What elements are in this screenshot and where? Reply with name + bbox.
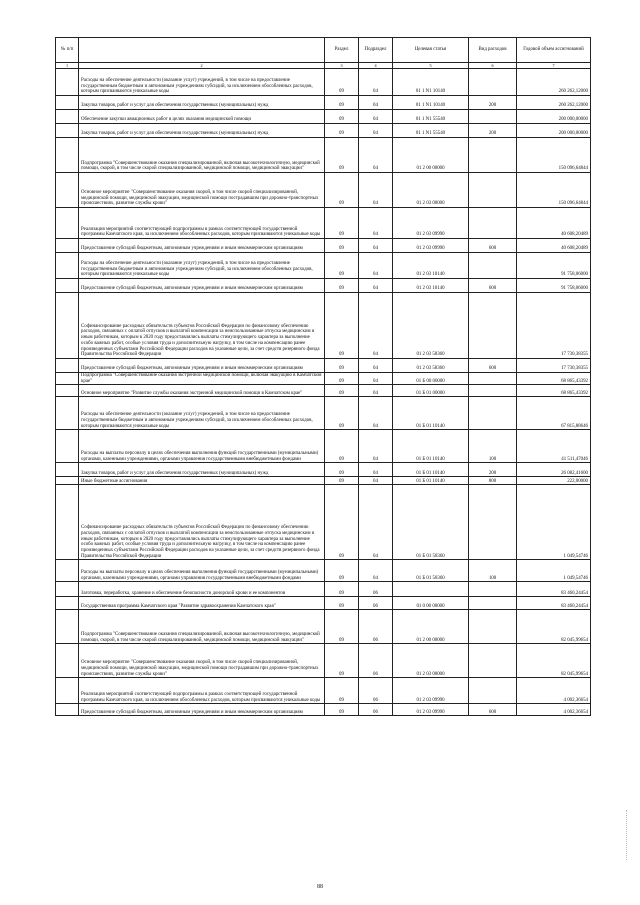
cell-amount: 17 730,38355 [517, 293, 591, 359]
column-index: 6 [469, 63, 517, 69]
cell-razdel: 09 [325, 430, 359, 463]
cell-num [56, 373, 79, 385]
cell-num [56, 359, 79, 373]
table-row [56, 279, 591, 293]
cell-num [56, 704, 79, 716]
table-row [56, 485, 591, 560]
cell-description: Предоставление субсидий бюджетным, автономным учреждениям и иным некоммерческим организациям [79, 279, 325, 293]
cell-podrazdel: 06 [359, 597, 393, 610]
cell-amount: 91 758,06000 [517, 279, 591, 293]
cell-podrazdel: 04 [359, 96, 393, 110]
header-row [56, 38, 591, 63]
cell-razdel: 09 [325, 359, 359, 373]
table-row [56, 385, 591, 397]
cell-amount: 200 000,00000 [517, 110, 591, 124]
cell-expense-type: 600 [469, 359, 517, 373]
cell-podrazdel: 04 [359, 397, 393, 430]
cell-amount: 26 082,41600 [517, 463, 591, 477]
table-row [56, 208, 591, 239]
cell-razdel: 09 [325, 597, 359, 610]
cell-target-article: 01 2 03 09990 [393, 239, 469, 253]
cell-expense-type [469, 644, 517, 678]
table-row [56, 610, 591, 644]
cell-razdel: 09 [325, 560, 359, 582]
cell-description: Закупка товаров, работ и услуг для обеспечения государственных (муниципальных) нужд [79, 463, 325, 477]
cell-description: Обеспечение закупки авиационных работ в целях оказания медицинской помощи [79, 110, 325, 124]
header-desc [79, 38, 325, 63]
column-index: 4 [359, 63, 393, 69]
cell-num [56, 430, 79, 463]
table-row [56, 463, 591, 477]
cell-num [56, 610, 79, 644]
cell-description: Заготовка, переработка, хранение и обеспечение безопасности донорской крови и ее компонентов [79, 582, 325, 597]
cell-razdel: 09 [325, 610, 359, 644]
cell-podrazdel: 06 [359, 704, 393, 716]
cell-amount: 17 730,38355 [517, 359, 591, 373]
cell-description: Государственная программа Камчатского края "Развитие здравоохранения Камчатского края" [79, 597, 325, 610]
cell-target-article: 01 2 03 00000 [393, 644, 469, 678]
table-row [56, 373, 591, 385]
cell-num [56, 69, 79, 96]
cell-amount: 83 460,24454 [517, 582, 591, 597]
cell-expense-type [469, 69, 517, 96]
cell-expense-type [469, 208, 517, 239]
cell-razdel: 09 [325, 208, 359, 239]
cell-razdel: 09 [325, 110, 359, 124]
cell-target-article: 01 2 03 58360 [393, 359, 469, 373]
cell-description: Подпрограмма "Совершенствование оказания экстренной медицинской помощи, включая эвакуацию в Камчатском крае" [79, 373, 325, 385]
table-row [56, 477, 591, 485]
cell-podrazdel: 04 [359, 138, 393, 173]
table-row [56, 293, 591, 359]
cell-razdel: 09 [325, 69, 359, 96]
table-row [56, 69, 591, 96]
table-body [56, 69, 591, 716]
cell-num [56, 279, 79, 293]
cell-num [56, 138, 79, 173]
cell-expense-type: 600 [469, 279, 517, 293]
table-row [56, 173, 591, 208]
column-index: 1 [56, 63, 79, 69]
cell-expense-type: 200 [469, 96, 517, 110]
cell-expense-type: 600 [469, 704, 517, 716]
cell-podrazdel: 04 [359, 430, 393, 463]
cell-description: Расходы на выплаты персоналу в целях обеспечения выполнения функций государственными (муниципальными) органами, казенными учреждениями, органами управления государственными внебюджетными фондами [79, 560, 325, 582]
cell-target-article: 01 2 03 09990 [393, 208, 469, 239]
cell-expense-type [469, 397, 517, 430]
cell-description: Расходы на обеспечение деятельности (оказание услуг) учреждений, в том числе на предоставление государственным бюджетным и автономным учреждениям субсидий, за исключением обособленных расходов, которым присваиваются уникальные коды [79, 253, 325, 279]
cell-description: Основное мероприятие "Развитие службы оказания экстренной медицинской помощи в Камчатском крае" [79, 385, 325, 397]
cell-amount: 40 608,20489 [517, 239, 591, 253]
cell-razdel: 09 [325, 124, 359, 138]
cell-razdel: 09 [325, 138, 359, 173]
table-row [56, 582, 591, 597]
cell-description: Закупка товаров, работ и услуг для обеспечения государственных (муниципальных) нужд [79, 96, 325, 110]
cell-description: Расходы на обеспечение деятельности (оказание услуг) учреждений, в том числе на предоставление государственным бюджетным и автономным учреждениям субсидий, за исключением обособленных расходов, которым присваиваются уникальные коды [79, 397, 325, 430]
cell-target-article: 01 Б 01 00000 [393, 385, 469, 397]
cell-razdel: 09 [325, 463, 359, 477]
cell-target-article: 01 2 03 10140 [393, 279, 469, 293]
cell-amount: 68 865,43392 [517, 385, 591, 397]
cell-target-article: 01 2 00 00000 [393, 610, 469, 644]
cell-razdel: 09 [325, 253, 359, 279]
cell-podrazdel: 04 [359, 208, 393, 239]
cell-amount: 222,00000 [517, 477, 591, 485]
cell-num [56, 253, 79, 279]
cell-amount: 82 045,99654 [517, 610, 591, 644]
column-index: 3 [325, 63, 359, 69]
cell-razdel: 09 [325, 704, 359, 716]
cell-razdel: 09 [325, 279, 359, 293]
table-row [56, 597, 591, 610]
cell-razdel: 09 [325, 644, 359, 678]
cell-num [56, 293, 79, 359]
cell-num [56, 96, 79, 110]
cell-target-article: 01 2 03 10140 [393, 253, 469, 279]
cell-razdel: 09 [325, 293, 359, 359]
cell-podrazdel: 06 [359, 582, 393, 597]
cell-podrazdel: 06 [359, 610, 393, 644]
cell-num [56, 239, 79, 253]
cell-podrazdel: 04 [359, 385, 393, 397]
cell-podrazdel: 04 [359, 173, 393, 208]
cell-num [56, 110, 79, 124]
cell-razdel: 09 [325, 96, 359, 110]
cell-podrazdel: 04 [359, 477, 393, 485]
header-podrazdel: Подраздел [359, 38, 393, 63]
table-row [56, 253, 591, 279]
cell-num [56, 208, 79, 239]
cell-expense-type [469, 582, 517, 597]
cell-amount: 91 758,06000 [517, 253, 591, 279]
cell-description: Софинансирование расходных обязательств субъектов Российской Федерации по финансовому обеспечению расходов, связанных с оплатой отпусков и выплатой компенсации за неиспользованные отпуска медицинским и иным работникам, которым в 2020 году предоставлялись выплаты стимулирующего характера за выполнение особо важных работ, особые условия труда и дополнительную нагрузку, в том числе на компенсацию ранее произведенных субъектами Российской Федерации расходов на указанные цели, за счет средств резервного фонда Правительства Российской Федерации [79, 293, 325, 359]
cell-target-article: 01 1 N1 55540 [393, 124, 469, 138]
cell-amount: 200 000,00000 [517, 124, 591, 138]
table-row [56, 560, 591, 582]
cell-num [56, 124, 79, 138]
table-row [56, 110, 591, 124]
cell-target-article: 01 2 03 00000 [393, 173, 469, 208]
cell-amount: 260 262,12000 [517, 96, 591, 110]
cell-description: Реализация мероприятий соответствующей подпрограммы в рамках соответствующей государственной программы Камчатского края, за исключением обособленных расходов, которым присваиваются уникальные коды [79, 208, 325, 239]
cell-num [56, 582, 79, 597]
cell-num [56, 477, 79, 485]
cell-amount: 82 045,99654 [517, 644, 591, 678]
cell-podrazdel: 04 [359, 279, 393, 293]
cell-expense-type [469, 173, 517, 208]
cell-target-article: 01 Б 01 58360 [393, 485, 469, 560]
cell-expense-type [469, 253, 517, 279]
cell-podrazdel: 04 [359, 373, 393, 385]
cell-podrazdel: 04 [359, 560, 393, 582]
cell-target-article: 01 2 03 58360 [393, 293, 469, 359]
cell-target-article: 01 Б 01 10140 [393, 477, 469, 485]
cell-expense-type [469, 373, 517, 385]
cell-amount: 68 865,43392 [517, 373, 591, 385]
cell-podrazdel: 04 [359, 293, 393, 359]
cell-target-article: 01 2 03 09990 [393, 704, 469, 716]
cell-target-article: 01 0 00 00000 [393, 597, 469, 610]
budget-table-sheet [55, 37, 590, 716]
cell-razdel: 09 [325, 485, 359, 560]
cell-razdel: 09 [325, 173, 359, 208]
cell-target-article: 01 2 03 09990 [393, 678, 469, 704]
cell-razdel: 09 [325, 373, 359, 385]
cell-expense-type [469, 597, 517, 610]
cell-amount: 150 096,64844 [517, 173, 591, 208]
header-expense-type: Вид расходов [469, 38, 517, 63]
cell-razdel: 09 [325, 397, 359, 430]
column-index: 7 [517, 63, 591, 69]
cell-expense-type [469, 293, 517, 359]
header-num: № п/п [56, 38, 79, 63]
cell-razdel: 09 [325, 385, 359, 397]
budget-table [55, 37, 591, 716]
cell-num [56, 678, 79, 704]
cell-expense-type: 100 [469, 560, 517, 582]
table-row [56, 704, 591, 716]
cell-target-article: 01 Б 00 00000 [393, 373, 469, 385]
table-row [56, 397, 591, 430]
cell-expense-type: 200 [469, 463, 517, 477]
table-row [56, 359, 591, 373]
cell-expense-type: 200 [469, 124, 517, 138]
cell-target-article: 01 Б 01 10140 [393, 430, 469, 463]
cell-expense-type: 800 [469, 477, 517, 485]
cell-description: Расходы на выплаты персоналу в целях обеспечения выполнения функций государственными (муниципальными) органами, казенными учреждениями, органами управления государственными внебюджетными фондами [79, 430, 325, 463]
cell-amount: 4 002,36654 [517, 678, 591, 704]
cell-podrazdel: 04 [359, 253, 393, 279]
cell-num [56, 397, 79, 430]
cell-podrazdel: 04 [359, 485, 393, 560]
cell-expense-type [469, 485, 517, 560]
cell-podrazdel: 04 [359, 110, 393, 124]
column-index: 5 [393, 63, 469, 69]
table-row [56, 644, 591, 678]
table-row [56, 430, 591, 463]
cell-amount: 1 049,54746 [517, 560, 591, 582]
cell-description: Предоставление субсидий бюджетным, автономным учреждениям и иным некоммерческим организациям [79, 359, 325, 373]
cell-num [56, 463, 79, 477]
cell-description: Основное мероприятие "Совершенствование оказания скорой, в том числе скорой специализированной, медицинской помощи, медицинской эвакуации, медицинской помощи пострадавшим при дорожно-транспортных происшествиях, развитие службы крови" [79, 644, 325, 678]
column-index: 2 [79, 63, 325, 69]
cell-description: Реализация мероприятий соответствующей подпрограммы в рамках соответствующей государственной программы Камчатского края, за исключением обособленных расходов, которым присваиваются уникальные коды [79, 678, 325, 704]
cell-num [56, 385, 79, 397]
cell-amount: 260 262,12000 [517, 69, 591, 96]
cell-target-article: 01 Б 01 10140 [393, 397, 469, 430]
cell-expense-type: 100 [469, 430, 517, 463]
cell-amount: 83 460,24454 [517, 597, 591, 610]
cell-podrazdel: 04 [359, 463, 393, 477]
scan-edge-mark [626, 810, 633, 860]
cell-expense-type [469, 610, 517, 644]
cell-target-article: 01 1 N1 10140 [393, 96, 469, 110]
cell-podrazdel: 06 [359, 644, 393, 678]
cell-expense-type [469, 138, 517, 173]
cell-description: Софинансирование расходных обязательств субъектов Российской Федерации по финансовому обеспечению расходов, связанных с оплатой отпусков и выплатой компенсации за неиспользованные отпуска медицинским и иным работникам, которым в 2020 году предоставлялись выплаты стимулирующего характера за выполнение особо важных работ, особые условия труда и дополнительную нагрузку, в том числе на компенсацию ранее произведенных субъектами Российской Федерации расходов на указанные цели, за счет средств резервного фонда Правительства Российской Федерации [79, 485, 325, 560]
cell-amount: 67 815,88646 [517, 397, 591, 430]
cell-target-article [393, 582, 469, 597]
cell-description: Расходы на обеспечение деятельности (оказание услуг) учреждений, в том числе на предоставление государственным бюджетным и автономным учреждениям субсидий, за исключением обособленных расходов, которым присваиваются уникальные коды [79, 69, 325, 96]
cell-expense-type [469, 678, 517, 704]
cell-num [56, 644, 79, 678]
cell-podrazdel: 04 [359, 69, 393, 96]
cell-razdel: 09 [325, 678, 359, 704]
cell-amount: 150 096,64844 [517, 138, 591, 173]
cell-description: Иные бюджетные ассигнования [79, 477, 325, 485]
cell-target-article: 01 Б 01 58360 [393, 560, 469, 582]
cell-num [56, 597, 79, 610]
cell-num [56, 485, 79, 560]
table-row [56, 678, 591, 704]
cell-razdel: 09 [325, 477, 359, 485]
cell-amount: 40 608,20489 [517, 208, 591, 239]
table-row [56, 138, 591, 173]
table-row [56, 96, 591, 110]
cell-num [56, 560, 79, 582]
cell-podrazdel: 04 [359, 124, 393, 138]
cell-expense-type: 600 [469, 239, 517, 253]
cell-description: Подпрограмма "Совершенствование оказания специализированной, включая высокотехнологичную, медицинской помощи, скорой, в том числе скорой специализированной, медицинской помощи, медицинской эвакуации" [79, 610, 325, 644]
cell-description: Предоставление субсидий бюджетным, автономным учреждениям и иным некоммерческим организациям [79, 239, 325, 253]
cell-target-article: 01 2 00 00000 [393, 138, 469, 173]
cell-expense-type [469, 110, 517, 124]
cell-amount: 1 049,54746 [517, 485, 591, 560]
cell-description: Предоставление субсидий бюджетным, автономным учреждениям и иным некоммерческим организациям [79, 704, 325, 716]
cell-podrazdel: 06 [359, 678, 393, 704]
cell-podrazdel: 04 [359, 359, 393, 373]
page-number: 88 [317, 884, 323, 890]
table-row [56, 124, 591, 138]
cell-razdel: 09 [325, 239, 359, 253]
cell-amount: 41 511,47046 [517, 430, 591, 463]
cell-description: Основное мероприятие "Совершенствование оказания скорой, в том числе скорой специализированной, медицинской помощи, медицинской эвакуации, медицинской помощи пострадавшим при дорожно-транспортных происшествиях, развитие службы крови" [79, 173, 325, 208]
cell-amount: 4 002,36654 [517, 704, 591, 716]
table-row [56, 239, 591, 253]
cell-num [56, 173, 79, 208]
cell-description: Подпрограмма "Совершенствование оказания специализированной, включая высокотехнологичную, медицинской помощи, скорой, в том числе скорой специализированной, медицинской помощи, медицинской эвакуации" [79, 138, 325, 173]
cell-description: Закупка товаров, работ и услуг для обеспечения государственных (муниципальных) нужд [79, 124, 325, 138]
cell-podrazdel: 04 [359, 239, 393, 253]
cell-expense-type [469, 385, 517, 397]
cell-razdel: 09 [325, 582, 359, 597]
cell-target-article: 01 1 N1 10140 [393, 69, 469, 96]
cell-target-article: 01 1 N1 55540 [393, 110, 469, 124]
header-razdel: Раздел [325, 38, 359, 63]
cell-target-article: 01 Б 01 10140 [393, 463, 469, 477]
header-target-article: Целевая статья [393, 38, 469, 63]
header-amount: Годовой объем ассигнований [517, 38, 591, 63]
